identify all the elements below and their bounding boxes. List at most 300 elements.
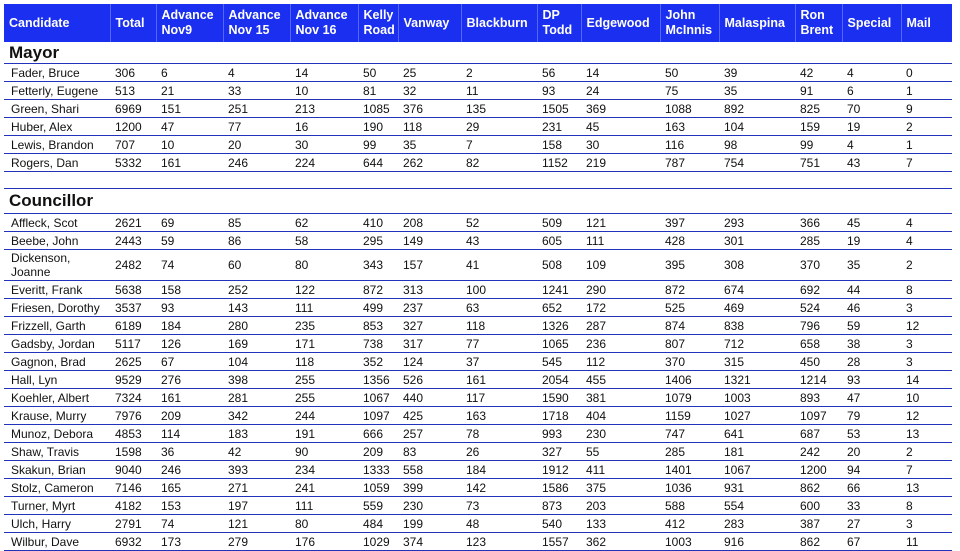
vote-cell: 352 (358, 353, 398, 371)
vote-cell: 1067 (719, 461, 795, 479)
vote-cell: 77 (223, 118, 290, 136)
vote-cell: 27 (842, 515, 901, 533)
vote-cell: 190 (358, 118, 398, 136)
vote-cell: 362 (581, 533, 660, 551)
vote-cell: 197 (223, 497, 290, 515)
vote-cell: 59 (156, 232, 223, 250)
vote-cell: 36 (156, 443, 223, 461)
vote-cell: 559 (358, 497, 398, 515)
candidate-name: Fetterly, Eugene (4, 82, 110, 100)
candidate-name: Hall, Lyn (4, 371, 110, 389)
vote-cell: 262 (398, 154, 461, 172)
vote-cell: 4 (901, 214, 952, 232)
vote-cell: 246 (156, 461, 223, 479)
vote-cell: 98 (719, 136, 795, 154)
vote-cell: 838 (719, 317, 795, 335)
table-row (4, 100, 952, 118)
vote-cell: 3 (901, 515, 952, 533)
column-header: John McInnis (660, 4, 719, 42)
vote-cell: 21 (156, 82, 223, 100)
vote-cell: 42 (795, 64, 842, 82)
vote-cell: 301 (719, 232, 795, 250)
table-row (4, 461, 952, 479)
total-cell: 513 (110, 82, 156, 100)
vote-cell: 605 (537, 232, 581, 250)
total-cell: 3537 (110, 299, 156, 317)
vote-cell: 1241 (537, 281, 581, 299)
table-row (4, 497, 952, 515)
total-cell: 7146 (110, 479, 156, 497)
vote-cell: 280 (223, 317, 290, 335)
vote-cell: 14 (901, 371, 952, 389)
vote-cell: 78 (461, 425, 537, 443)
vote-cell: 118 (461, 317, 537, 335)
vote-cell: 62 (290, 214, 358, 232)
vote-cell: 123 (461, 533, 537, 551)
vote-cell: 509 (537, 214, 581, 232)
vote-cell: 135 (461, 100, 537, 118)
total-cell: 6932 (110, 533, 156, 551)
vote-cell: 121 (223, 515, 290, 533)
vote-cell: 796 (795, 317, 842, 335)
vote-cell: 1401 (660, 461, 719, 479)
candidate-name: Frizzell, Garth (4, 317, 110, 335)
vote-cell: 35 (719, 82, 795, 100)
table-row (4, 118, 952, 136)
vote-cell: 33 (223, 82, 290, 100)
vote-cell: 20 (223, 136, 290, 154)
vote-cell: 75 (660, 82, 719, 100)
vote-cell: 48 (461, 515, 537, 533)
column-header: Mail (901, 4, 952, 42)
table-row (4, 299, 952, 317)
vote-cell: 7 (901, 154, 952, 172)
vote-cell: 69 (156, 214, 223, 232)
vote-cell: 1065 (537, 335, 581, 353)
vote-cell: 20 (842, 443, 901, 461)
column-header: Ron Brent (795, 4, 842, 42)
vote-cell: 450 (795, 353, 842, 371)
election-results-table (4, 4, 952, 551)
candidate-name: Skakun, Brian (4, 461, 110, 479)
vote-cell: 63 (461, 299, 537, 317)
vote-cell: 1036 (660, 479, 719, 497)
vote-cell: 1085 (358, 100, 398, 118)
total-cell: 9529 (110, 371, 156, 389)
vote-cell: 440 (398, 389, 461, 407)
vote-cell: 872 (660, 281, 719, 299)
vote-cell: 293 (719, 214, 795, 232)
vote-cell: 38 (842, 335, 901, 353)
vote-cell: 10 (901, 389, 952, 407)
vote-cell: 381 (581, 389, 660, 407)
vote-cell: 469 (719, 299, 795, 317)
vote-cell: 317 (398, 335, 461, 353)
vote-cell: 9 (901, 100, 952, 118)
vote-cell: 257 (398, 425, 461, 443)
vote-cell: 242 (795, 443, 842, 461)
vote-cell: 738 (358, 335, 398, 353)
vote-cell: 219 (581, 154, 660, 172)
vote-cell: 32 (398, 82, 461, 100)
vote-cell: 404 (581, 407, 660, 425)
vote-cell: 6 (156, 64, 223, 82)
vote-cell: 86 (223, 232, 290, 250)
vote-cell: 271 (223, 479, 290, 497)
vote-cell: 807 (660, 335, 719, 353)
vote-cell: 126 (156, 335, 223, 353)
candidate-name: Beebe, John (4, 232, 110, 250)
table-row (4, 154, 952, 172)
table-row (4, 250, 952, 281)
total-cell: 6969 (110, 100, 156, 118)
vote-cell: 281 (223, 389, 290, 407)
vote-cell: 158 (156, 281, 223, 299)
column-header: Malaspina (719, 4, 795, 42)
vote-cell: 143 (223, 299, 290, 317)
vote-cell: 1406 (660, 371, 719, 389)
vote-cell: 687 (795, 425, 842, 443)
table-row (4, 389, 952, 407)
vote-cell: 169 (223, 335, 290, 353)
vote-cell: 1097 (795, 407, 842, 425)
vote-cell: 99 (795, 136, 842, 154)
candidate-name: Huber, Alex (4, 118, 110, 136)
vote-cell: 91 (795, 82, 842, 100)
vote-cell: 99 (358, 136, 398, 154)
vote-cell: 376 (398, 100, 461, 118)
vote-cell: 526 (398, 371, 461, 389)
vote-cell: 171 (290, 335, 358, 353)
vote-cell: 230 (398, 497, 461, 515)
table-row (4, 425, 952, 443)
candidate-name: Munoz, Debora (4, 425, 110, 443)
vote-cell: 287 (581, 317, 660, 335)
vote-cell: 425 (398, 407, 461, 425)
vote-cell: 122 (290, 281, 358, 299)
table-row (4, 214, 952, 232)
vote-cell: 153 (156, 497, 223, 515)
vote-cell: 151 (156, 100, 223, 118)
vote-cell: 387 (795, 515, 842, 533)
vote-cell: 191 (290, 425, 358, 443)
total-cell: 4853 (110, 425, 156, 443)
vote-cell: 993 (537, 425, 581, 443)
vote-cell: 14 (290, 64, 358, 82)
vote-cell: 60 (223, 250, 290, 281)
vote-cell: 787 (660, 154, 719, 172)
vote-cell: 313 (398, 281, 461, 299)
vote-cell: 1003 (660, 533, 719, 551)
vote-cell: 172 (581, 299, 660, 317)
total-cell: 5117 (110, 335, 156, 353)
vote-cell: 327 (398, 317, 461, 335)
vote-cell: 374 (398, 533, 461, 551)
vote-cell: 199 (398, 515, 461, 533)
vote-cell: 83 (398, 443, 461, 461)
vote-cell: 747 (660, 425, 719, 443)
vote-cell: 862 (795, 533, 842, 551)
vote-cell: 754 (719, 154, 795, 172)
vote-cell: 82 (461, 154, 537, 172)
vote-cell: 1088 (660, 100, 719, 118)
vote-cell: 112 (581, 353, 660, 371)
vote-cell: 2054 (537, 371, 581, 389)
column-header: DP Todd (537, 4, 581, 42)
vote-cell: 393 (223, 461, 290, 479)
vote-cell: 3 (901, 299, 952, 317)
table-row (4, 136, 952, 154)
vote-cell: 644 (358, 154, 398, 172)
table-row (4, 64, 952, 82)
vote-cell: 7 (461, 136, 537, 154)
vote-cell: 116 (660, 136, 719, 154)
vote-cell: 411 (581, 461, 660, 479)
vote-cell: 13 (901, 479, 952, 497)
vote-cell: 2 (901, 118, 952, 136)
vote-cell: 455 (581, 371, 660, 389)
vote-cell: 47 (842, 389, 901, 407)
vote-cell: 1333 (358, 461, 398, 479)
table-row (4, 371, 952, 389)
vote-cell: 184 (461, 461, 537, 479)
section-spacer (4, 172, 952, 189)
vote-cell: 12 (901, 317, 952, 335)
vote-cell: 50 (358, 64, 398, 82)
vote-cell: 1067 (358, 389, 398, 407)
vote-cell: 369 (581, 100, 660, 118)
vote-cell: 255 (290, 389, 358, 407)
vote-cell: 46 (842, 299, 901, 317)
vote-cell: 853 (358, 317, 398, 335)
table-row (4, 407, 952, 425)
candidate-name: Green, Shari (4, 100, 110, 118)
table-body (4, 42, 952, 551)
vote-cell: 290 (581, 281, 660, 299)
vote-cell: 0 (901, 64, 952, 82)
vote-cell: 124 (398, 353, 461, 371)
vote-cell: 1505 (537, 100, 581, 118)
column-header: Blackburn (461, 4, 537, 42)
column-header: Edgewood (581, 4, 660, 42)
vote-cell: 1159 (660, 407, 719, 425)
vote-cell: 237 (398, 299, 461, 317)
vote-cell: 641 (719, 425, 795, 443)
vote-cell: 39 (719, 64, 795, 82)
vote-cell: 375 (581, 479, 660, 497)
vote-cell: 50 (660, 64, 719, 82)
vote-cell: 85 (223, 214, 290, 232)
vote-cell: 658 (795, 335, 842, 353)
vote-cell: 12 (901, 407, 952, 425)
vote-cell: 114 (156, 425, 223, 443)
vote-cell: 184 (156, 317, 223, 335)
vote-cell: 712 (719, 335, 795, 353)
column-header: Advance Nov9 (156, 4, 223, 42)
column-header: Vanway (398, 4, 461, 42)
vote-cell: 56 (537, 64, 581, 82)
vote-cell: 524 (795, 299, 842, 317)
vote-cell: 41 (461, 250, 537, 281)
vote-cell: 149 (398, 232, 461, 250)
vote-cell: 412 (660, 515, 719, 533)
candidate-name: Lewis, Brandon (4, 136, 110, 154)
vote-cell: 43 (842, 154, 901, 172)
vote-cell: 2 (901, 443, 952, 461)
vote-cell: 213 (290, 100, 358, 118)
vote-cell: 1 (901, 136, 952, 154)
vote-cell: 158 (537, 136, 581, 154)
vote-cell: 14 (581, 64, 660, 82)
vote-cell: 4 (223, 64, 290, 82)
vote-cell: 45 (581, 118, 660, 136)
vote-cell: 370 (795, 250, 842, 281)
candidate-name: Friesen, Dorothy (4, 299, 110, 317)
total-cell: 4182 (110, 497, 156, 515)
section-title: Mayor (4, 42, 952, 64)
total-cell: 5332 (110, 154, 156, 172)
vote-cell: 208 (398, 214, 461, 232)
vote-cell: 10 (156, 136, 223, 154)
vote-cell: 1027 (719, 407, 795, 425)
vote-cell: 251 (223, 100, 290, 118)
vote-cell: 343 (358, 250, 398, 281)
vote-cell: 30 (290, 136, 358, 154)
vote-cell: 588 (660, 497, 719, 515)
column-header: Special (842, 4, 901, 42)
header-row (4, 4, 952, 42)
vote-cell: 1321 (719, 371, 795, 389)
vote-cell: 893 (795, 389, 842, 407)
vote-cell: 279 (223, 533, 290, 551)
vote-cell: 8 (901, 497, 952, 515)
total-cell: 7324 (110, 389, 156, 407)
candidate-name: Affleck, Scot (4, 214, 110, 232)
vote-cell: 80 (290, 515, 358, 533)
vote-cell: 1326 (537, 317, 581, 335)
candidate-name: Dickenson, Joanne (4, 250, 110, 281)
vote-cell: 163 (461, 407, 537, 425)
total-cell: 2482 (110, 250, 156, 281)
vote-cell: 246 (223, 154, 290, 172)
vote-cell: 751 (795, 154, 842, 172)
vote-cell: 35 (842, 250, 901, 281)
vote-cell: 241 (290, 479, 358, 497)
table-row (4, 335, 952, 353)
vote-cell: 159 (795, 118, 842, 136)
vote-cell: 6 (842, 82, 901, 100)
vote-cell: 234 (290, 461, 358, 479)
vote-cell: 43 (461, 232, 537, 250)
vote-cell: 26 (461, 443, 537, 461)
vote-cell: 94 (842, 461, 901, 479)
vote-cell: 370 (660, 353, 719, 371)
vote-cell: 157 (398, 250, 461, 281)
column-header: Advance Nov 16 (290, 4, 358, 42)
table-row (4, 82, 952, 100)
candidate-name: Gadsby, Jordan (4, 335, 110, 353)
vote-cell: 283 (719, 515, 795, 533)
vote-cell: 295 (358, 232, 398, 250)
vote-cell: 540 (537, 515, 581, 533)
vote-cell: 285 (795, 232, 842, 250)
vote-cell: 235 (290, 317, 358, 335)
vote-cell: 327 (537, 443, 581, 461)
candidate-name: Shaw, Travis (4, 443, 110, 461)
vote-cell: 24 (581, 82, 660, 100)
table-row (4, 232, 952, 250)
vote-cell: 862 (795, 479, 842, 497)
vote-cell: 4 (842, 136, 901, 154)
vote-cell: 410 (358, 214, 398, 232)
vote-cell: 3 (901, 353, 952, 371)
vote-cell: 111 (290, 299, 358, 317)
vote-cell: 133 (581, 515, 660, 533)
vote-cell: 77 (461, 335, 537, 353)
vote-cell: 4 (842, 64, 901, 82)
vote-cell: 8 (901, 281, 952, 299)
vote-cell: 74 (156, 250, 223, 281)
vote-cell: 35 (398, 136, 461, 154)
vote-cell: 558 (398, 461, 461, 479)
vote-cell: 231 (537, 118, 581, 136)
candidate-name: Krause, Murry (4, 407, 110, 425)
vote-cell: 230 (581, 425, 660, 443)
vote-cell: 117 (461, 389, 537, 407)
vote-cell: 285 (660, 443, 719, 461)
vote-cell: 674 (719, 281, 795, 299)
vote-cell: 692 (795, 281, 842, 299)
vote-cell: 30 (581, 136, 660, 154)
vote-cell: 47 (156, 118, 223, 136)
total-cell: 306 (110, 64, 156, 82)
total-cell: 7976 (110, 407, 156, 425)
vote-cell: 11 (461, 82, 537, 100)
vote-cell: 53 (842, 425, 901, 443)
total-cell: 1200 (110, 118, 156, 136)
vote-cell: 525 (660, 299, 719, 317)
vote-cell: 163 (660, 118, 719, 136)
vote-cell: 554 (719, 497, 795, 515)
vote-cell: 73 (461, 497, 537, 515)
vote-cell: 58 (290, 232, 358, 250)
vote-cell: 366 (795, 214, 842, 232)
vote-cell: 66 (842, 479, 901, 497)
section-title: Councillor (4, 189, 952, 214)
vote-cell: 161 (461, 371, 537, 389)
vote-cell: 1097 (358, 407, 398, 425)
total-cell: 2621 (110, 214, 156, 232)
vote-cell: 252 (223, 281, 290, 299)
vote-cell: 545 (537, 353, 581, 371)
total-cell: 2443 (110, 232, 156, 250)
vote-cell: 428 (660, 232, 719, 250)
vote-cell: 236 (581, 335, 660, 353)
vote-cell: 1152 (537, 154, 581, 172)
vote-cell: 872 (358, 281, 398, 299)
total-cell: 707 (110, 136, 156, 154)
candidate-name: Everitt, Frank (4, 281, 110, 299)
candidate-name: Turner, Myrt (4, 497, 110, 515)
vote-cell: 33 (842, 497, 901, 515)
vote-cell: 93 (537, 82, 581, 100)
table-row (4, 515, 952, 533)
section-header-row (4, 189, 952, 214)
vote-cell: 484 (358, 515, 398, 533)
vote-cell: 118 (398, 118, 461, 136)
vote-cell: 1214 (795, 371, 842, 389)
column-header: Total (110, 4, 156, 42)
